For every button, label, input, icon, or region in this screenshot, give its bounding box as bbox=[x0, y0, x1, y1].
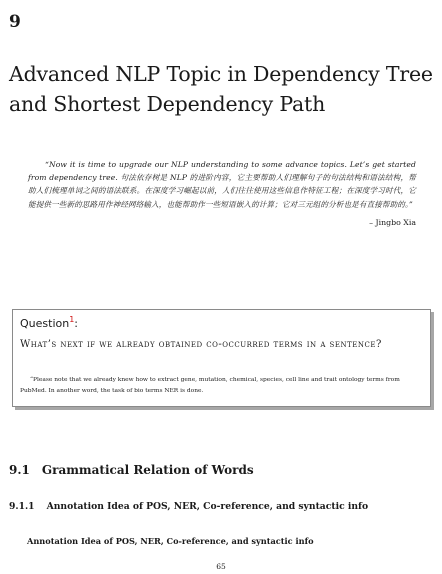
question-label-suffix: : bbox=[74, 317, 79, 330]
subsection-heading bbox=[9, 501, 368, 512]
question-heading: What’s next if we already obtained co-occurred terms in a sentence? bbox=[20, 339, 382, 350]
paragraph-heading: Annotation Idea of POS, NER, Co-reference, and syntactic info bbox=[27, 536, 314, 546]
question-note: “Please note that we already knew how to extract gene, mutation, chemical, species, cell line and trait ontology terms from PubMed. In another word, the task of bio terms NER is done. bbox=[20, 377, 400, 394]
section-heading bbox=[9, 463, 254, 477]
question-box bbox=[12, 309, 431, 407]
section-title: Grammatical Relation of Words bbox=[41, 463, 254, 477]
chapter-number: 9 bbox=[9, 12, 21, 32]
question-label: Question bbox=[20, 317, 70, 330]
chapter-title: Advanced NLP Topic in Dependency Tree and Shortest Dependency Path bbox=[9, 62, 433, 116]
subsection-title: Annotation Idea of POS, NER, Co-reference, and syntactic info bbox=[46, 501, 369, 512]
epigraph-text: “Now it is time to upgrade our NLP understanding to some advance topics. Let’s get started from dependency tree. 句法依存树是 NLP 的进阶内容，它主要帮助人们理解句子的句法结构和语法结构，帮助人们梳理单词之间的语法联系。在深度学习崛起以前，人们往往使用这些信息作特征工程；在深度学习时代，它能提供一些新的思路用作神经网络输入，也能帮助作一些短语嵌入的计算；它对三元组的分析也是有直接帮助的。” bbox=[28, 160, 416, 209]
page-number: 65 bbox=[216, 562, 226, 571]
section-number: 9.1 bbox=[9, 463, 30, 477]
epigraph bbox=[28, 158, 416, 227]
epigraph-attribution: – Jingbo Xia bbox=[369, 217, 416, 227]
subsection-number: 9.1.1 bbox=[9, 501, 35, 512]
question-label-line bbox=[20, 315, 78, 330]
footnote-link[interactable]: 1 bbox=[69, 315, 75, 324]
